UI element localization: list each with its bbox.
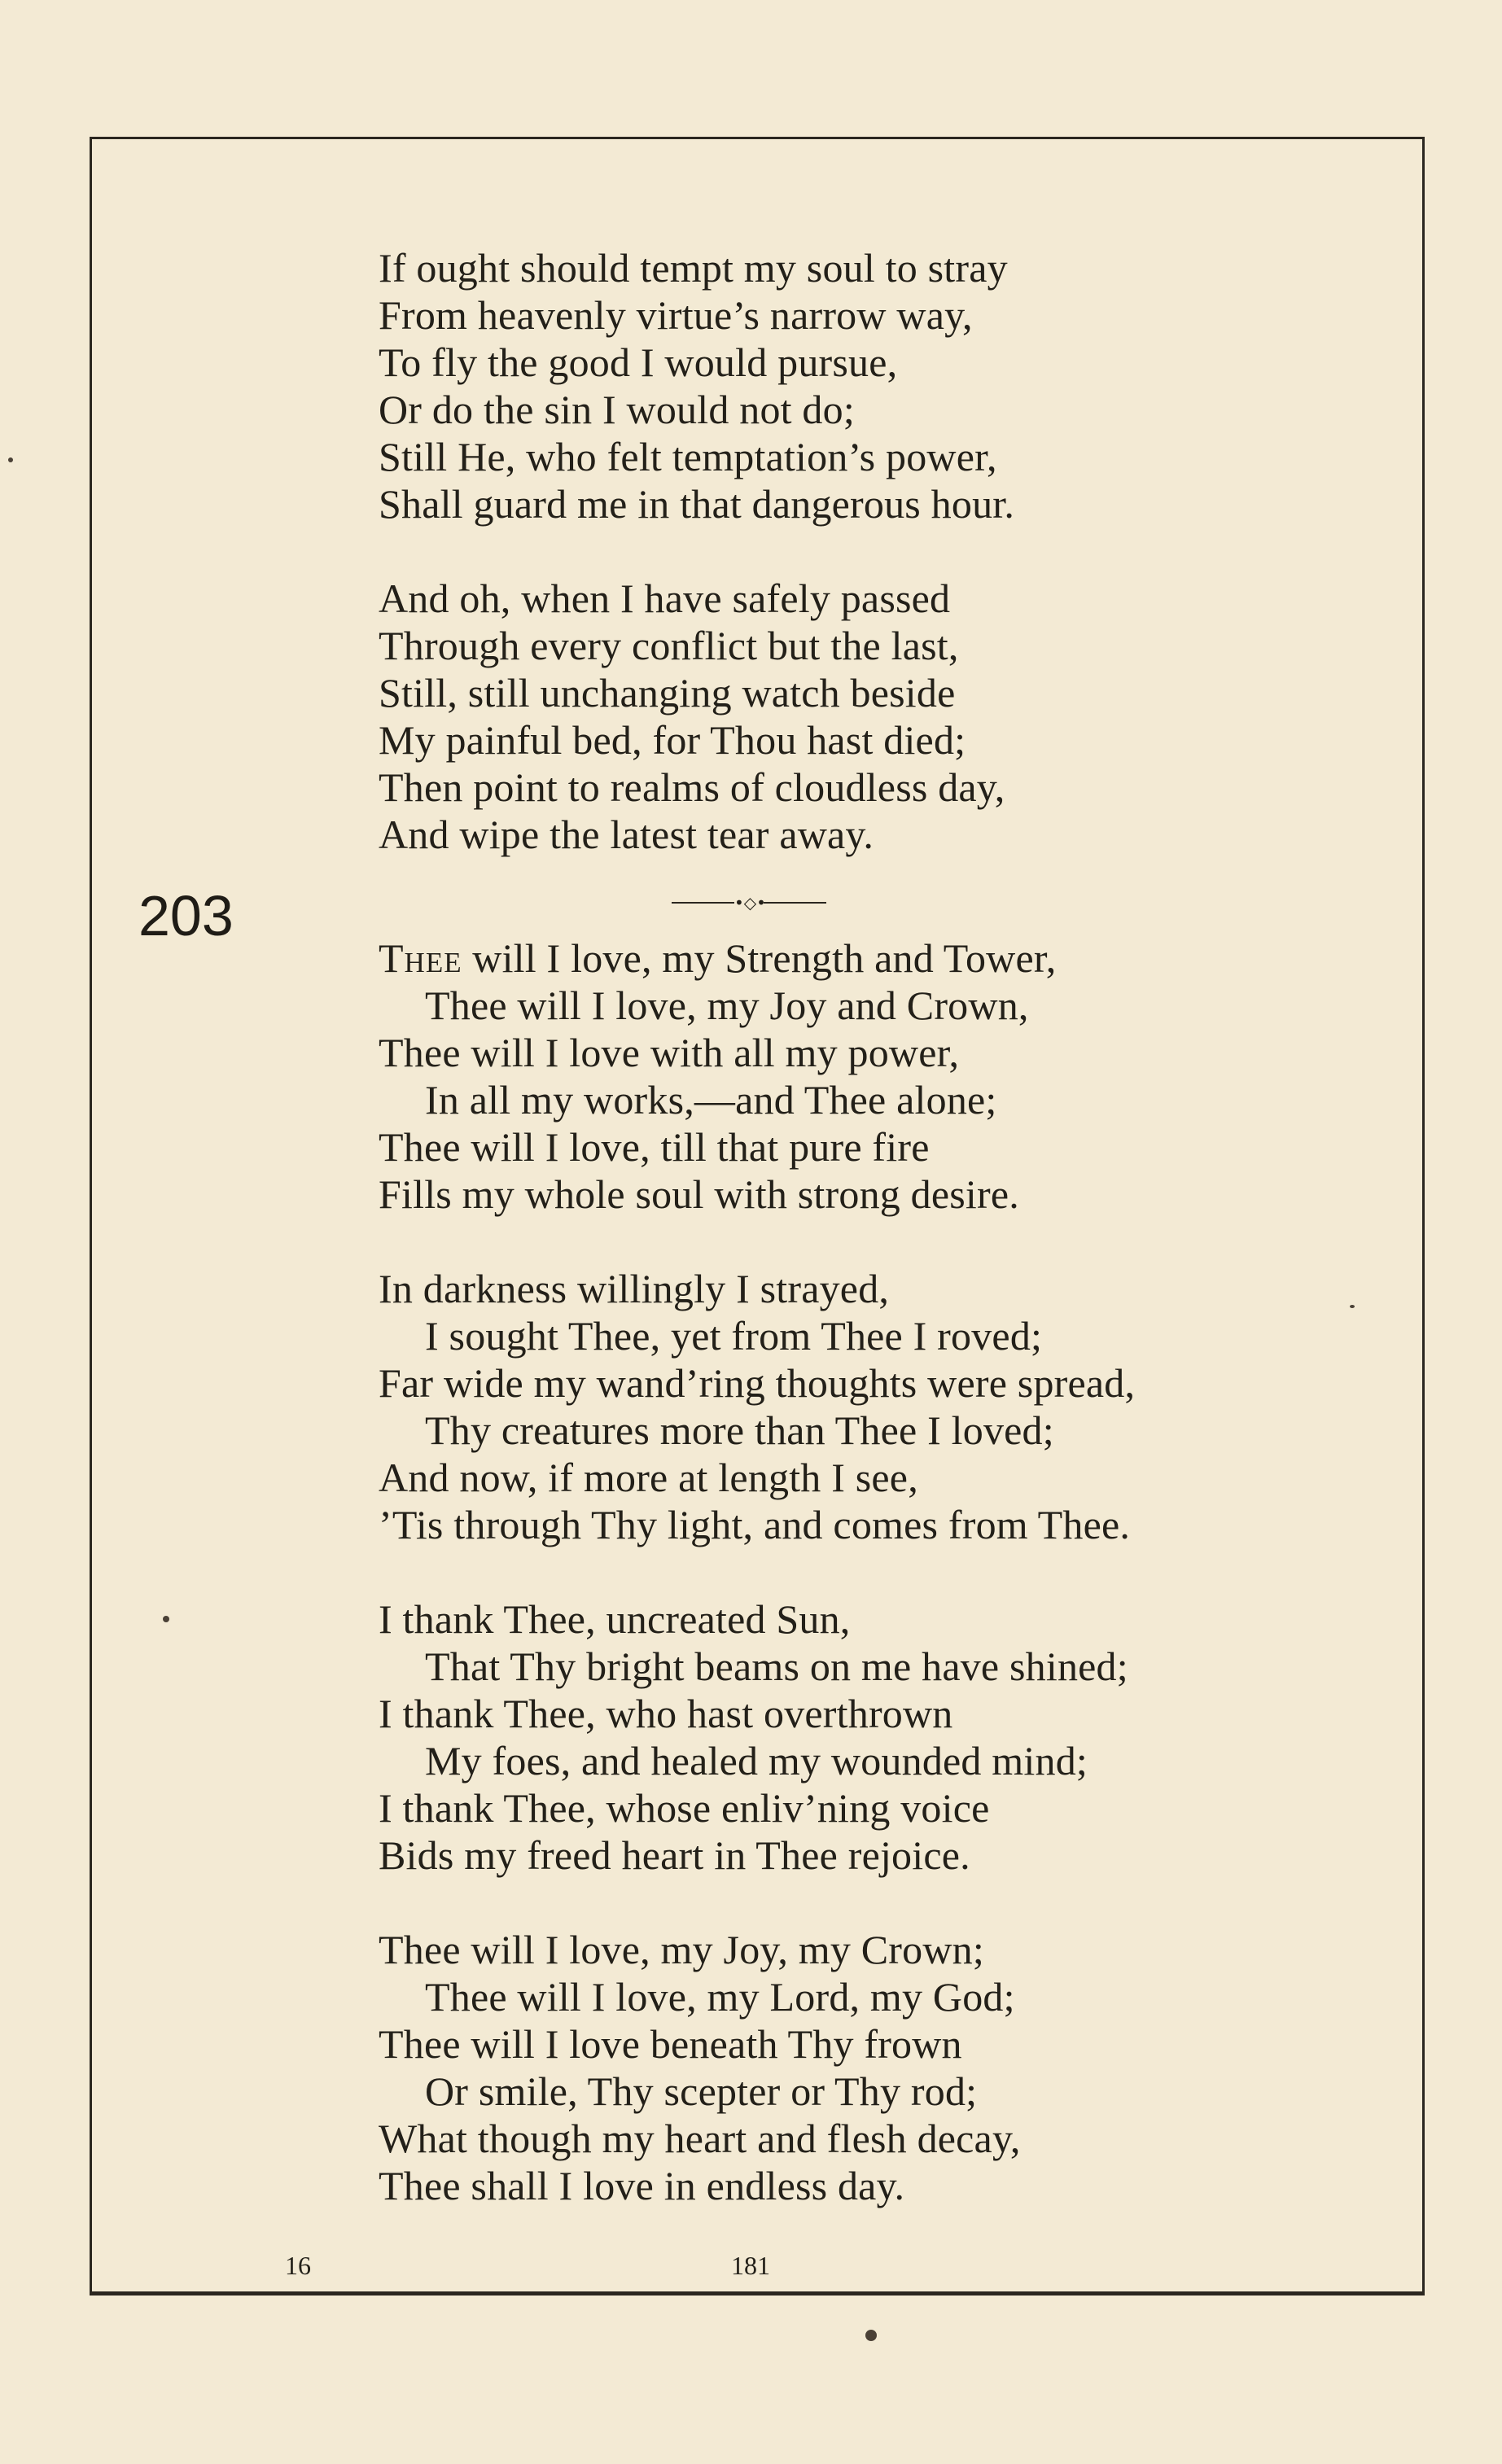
verse-line: Or smile, Thy scepter or Thy rod; bbox=[425, 2068, 978, 2114]
verse-line: In all my works,—and Thee alone; bbox=[425, 1077, 997, 1123]
verse-line: And oh, when I have safely passed bbox=[379, 576, 951, 621]
verse-line: Thy creatures more than Thee I loved; bbox=[425, 1407, 1054, 1453]
verse-line: Thee shall I love in endless day. bbox=[379, 2163, 905, 2208]
verse-line-first bbox=[379, 934, 1404, 982]
verse-line: Far wide my wand’ring thoughts were spread, bbox=[379, 1360, 1136, 1406]
ink-speck bbox=[163, 1616, 169, 1622]
first-word: Thee bbox=[379, 935, 462, 981]
hymn-divider bbox=[379, 887, 1404, 920]
verse-line: In darkness willingly I strayed, bbox=[379, 1266, 890, 1311]
ink-speck bbox=[8, 457, 13, 462]
verse-line: Still, still unchanging watch beside bbox=[379, 670, 956, 716]
hymn-number: 203 bbox=[138, 884, 234, 948]
verse-line: Through every conflict but the last, bbox=[379, 623, 959, 668]
verse-line: What though my heart and flesh decay, bbox=[379, 2116, 1021, 2161]
stanza-3 bbox=[379, 934, 1404, 1218]
verse-line: Still He, who felt temptation’s power, bbox=[379, 434, 997, 479]
verse-line: That Thy bright beams on me have shined; bbox=[425, 1643, 1128, 1689]
verse-line: I thank Thee, whose enliv’ning voice bbox=[379, 1785, 990, 1831]
verse-line: Thee will I love, till that pure fire bbox=[379, 1124, 930, 1170]
verse-line: Thee will I love, my Joy, my Crown; bbox=[379, 1927, 984, 1972]
verse-line: ’Tis through Thy light, and comes from Thee. bbox=[379, 1502, 1131, 1547]
verse-line: I thank Thee, uncreated Sun, bbox=[379, 1596, 851, 1642]
stanza-5 bbox=[379, 1595, 1404, 1879]
ink-speck bbox=[1350, 1305, 1355, 1308]
verse-line: I thank Thee, who hast overthrown bbox=[379, 1691, 953, 1736]
verse-line: Bids my freed heart in Thee rejoice. bbox=[379, 1832, 970, 1878]
verse-line: Thee will I love, my Joy and Crown, bbox=[425, 983, 1029, 1028]
verse-line: Thee will I love with all my power, bbox=[379, 1030, 960, 1075]
stanza-2 bbox=[379, 575, 1404, 858]
verse-line: Shall guard me in that dangerous hour. bbox=[379, 481, 1015, 527]
verse-line: To fly the good I would pursue, bbox=[379, 339, 898, 385]
verse-line: And now, if more at length I see, bbox=[379, 1455, 918, 1500]
verse-line: And wipe the latest tear away. bbox=[379, 812, 874, 857]
verse-line: Or do the sin I would not do; bbox=[379, 387, 855, 432]
verse-line: Thee will I love, my Lord, my God; bbox=[425, 1974, 1015, 2020]
stanza-6 bbox=[379, 1926, 1404, 2209]
divider-ornament-icon: •◇• bbox=[734, 893, 766, 913]
hymn-text-column bbox=[379, 244, 1404, 2256]
verse-line: My painful bed, for Thou hast died; bbox=[379, 717, 966, 763]
verse-line: My foes, and healed my wounded mind; bbox=[425, 1738, 1088, 1783]
signature-mark: 16 bbox=[285, 2251, 311, 2280]
verse-line: Thee will I love beneath Thy frown bbox=[379, 2021, 962, 2067]
ink-speck bbox=[865, 2330, 877, 2341]
verse-line: I sought Thee, yet from Thee I roved; bbox=[425, 1313, 1043, 1359]
stanza-1 bbox=[379, 244, 1404, 527]
verse-line: Fills my whole soul with strong desire. bbox=[379, 1171, 1019, 1217]
page-number: 181 bbox=[731, 2251, 770, 2280]
verse-line: Then point to realms of cloudless day, bbox=[379, 764, 1005, 810]
first-line-rest: will I love, my Strength and Tower, bbox=[462, 935, 1057, 981]
verse-line: From heavenly virtue’s narrow way, bbox=[379, 292, 973, 338]
stanza-4 bbox=[379, 1265, 1404, 1548]
verse-line: If ought should tempt my soul to stray bbox=[379, 245, 1008, 291]
